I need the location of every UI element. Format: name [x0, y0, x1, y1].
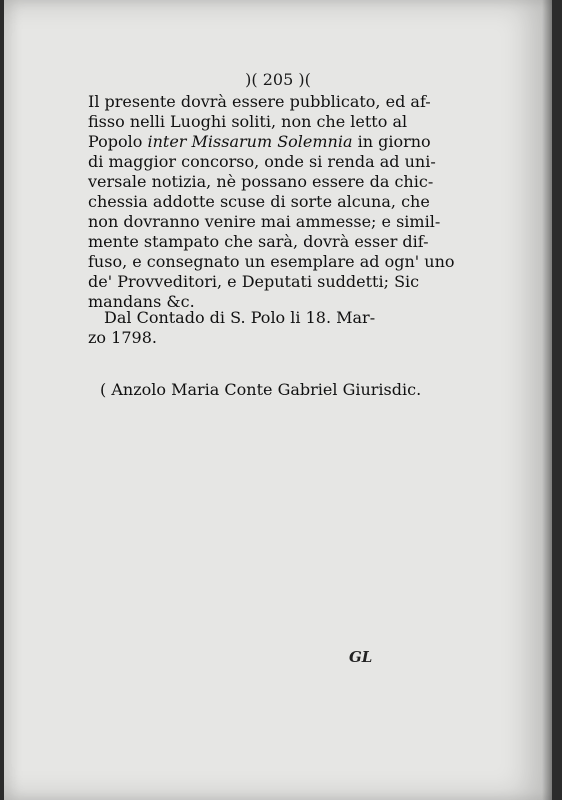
page-number-header: )( 205 )( [245, 70, 311, 89]
paragraph-line-with-italic [88, 132, 431, 152]
paragraph-line: non dovranno venire mai ammesse; e simil- [88, 212, 441, 231]
popolo-word: Popolo [88, 132, 148, 151]
paragraph-line: mente stampato che sarà, dovrà esser dif- [88, 232, 429, 251]
book-page [4, 0, 552, 800]
signature-line: ( Anzolo Maria Conte Gabriel Giurisdic. [100, 380, 422, 399]
paragraph-line: Il presente dovrà essere pubblicato, ed af- [88, 92, 431, 111]
paragraph-line: di maggior concorso, onde si renda ad uni- [88, 152, 436, 171]
paragraph-line: mandans &c. [88, 292, 195, 311]
paragraph-line: fisso nelli Luoghi soliti, non che letto al [88, 112, 408, 131]
paragraph-line: chessia addotte scuse di sorte alcuna, che [88, 192, 430, 211]
paragraph-line: versale notizia, nè possano essere da chic- [88, 172, 434, 191]
italic-phrase: inter Missarum Solemnia [147, 132, 353, 151]
main-paragraph [88, 92, 455, 312]
date-block [88, 308, 424, 348]
date-line: Dal Contado di S. Polo li 18. Mar- [104, 308, 376, 327]
in-giorno: in giorno [352, 132, 431, 151]
paragraph-line: fuso, e consegnato un esemplare ad ogn' uno [88, 252, 455, 271]
paragraph-line: de' Provveditori, e Deputati suddetti; Sic [88, 272, 420, 291]
signature-mark: GL [349, 648, 373, 666]
date-line: zo 1798. [88, 328, 157, 347]
